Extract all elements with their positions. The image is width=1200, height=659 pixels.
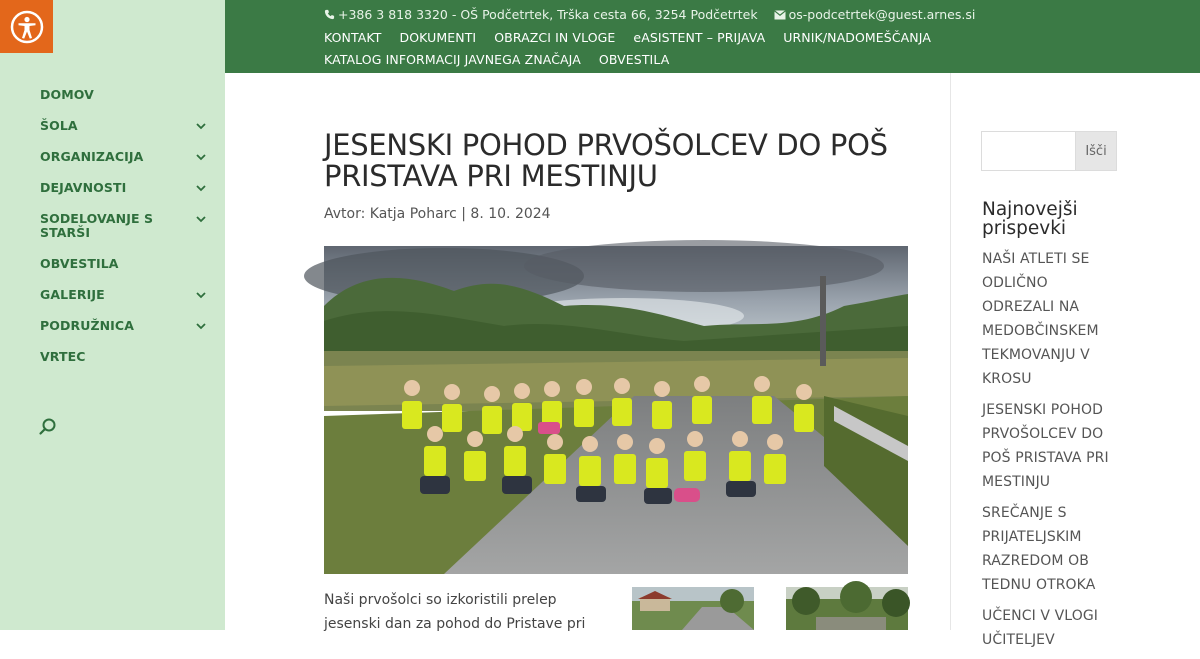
column-divider bbox=[950, 73, 951, 630]
post-meta: Avtor: Katja Poharc | 8. 10. 2024 bbox=[324, 206, 551, 222]
contact-bar bbox=[324, 7, 975, 22]
recent-post-link[interactable]: UČENCI V VLOGI UČITELJEV bbox=[982, 608, 1098, 648]
sidebar-item-label: DEJAVNOSTI bbox=[40, 180, 127, 195]
sidebar-item-dejavnosti[interactable] bbox=[40, 181, 210, 195]
recent-post-link[interactable]: SREČANJE S PRIJATELJSKIM RAZREDOM OB TEDNU OTROKA bbox=[982, 505, 1096, 593]
group-photo-illustration bbox=[324, 246, 908, 574]
sidebar-item-label: GALERIJE bbox=[40, 287, 105, 302]
sidebar-item-label: ORGANIZACIJA bbox=[40, 149, 144, 164]
thumbnail-image-2 bbox=[786, 587, 908, 630]
post-title: JESENSKI POHOD PRVOŠOLCEV DO POŠ PRISTAVA PRI MESTINJU bbox=[324, 128, 888, 193]
gallery-thumbnail[interactable] bbox=[786, 587, 908, 630]
sidebar-item-label: ŠOLA bbox=[40, 118, 78, 133]
chevron-down-icon[interactable] bbox=[195, 289, 207, 301]
sidebar-item-sodelovanje[interactable] bbox=[40, 212, 210, 240]
post-header bbox=[324, 130, 914, 222]
phone-address-text[interactable]: +386 3 818 3320 - OŠ Podčetrtek, Trška cesta 66, 3254 Podčetrtek bbox=[338, 7, 758, 22]
topnav-dokumenti[interactable]: DOKUMENTI bbox=[399, 30, 477, 45]
sidebar-item-galerije[interactable] bbox=[40, 288, 210, 302]
widget-search bbox=[981, 131, 1117, 171]
sidebar-item-label: PODRUŽNICA bbox=[40, 318, 134, 333]
sidebar-item-label: VRTEC bbox=[40, 349, 86, 364]
topnav-easistent[interactable]: eASISTENT – PRIJAVA bbox=[633, 30, 766, 45]
left-sidebar bbox=[0, 0, 225, 630]
sidebar-item-domov[interactable] bbox=[40, 88, 210, 102]
sidebar-item-vrtec[interactable] bbox=[40, 350, 210, 364]
chevron-down-icon[interactable] bbox=[195, 320, 207, 332]
chevron-down-icon[interactable] bbox=[195, 151, 207, 163]
chevron-down-icon[interactable] bbox=[195, 120, 207, 132]
topnav-urnik[interactable]: URNIK/NADOMEŠČANJA bbox=[783, 30, 931, 45]
sidebar-item-organizacija[interactable] bbox=[40, 150, 210, 164]
recent-post-link[interactable]: NAŠI ATLETI SE ODLIČNO ODREZALI NA MEDOBČINSKEM TEKMOVANJU V KROSU bbox=[982, 251, 1099, 387]
email-text: os-podcetrtek@guest.arnes.si bbox=[788, 7, 976, 22]
sidebar-item-label: SODELOVANJE S STARŠI bbox=[40, 211, 154, 240]
envelope-icon bbox=[774, 10, 786, 20]
accessibility-icon bbox=[10, 10, 44, 44]
search-input[interactable] bbox=[981, 131, 1075, 171]
top-header bbox=[225, 0, 1200, 73]
chevron-down-icon[interactable] bbox=[195, 213, 207, 225]
accessibility-button[interactable] bbox=[0, 0, 53, 53]
chevron-down-icon[interactable] bbox=[195, 182, 207, 194]
search-icon[interactable] bbox=[38, 417, 58, 437]
email-link[interactable] bbox=[774, 7, 976, 22]
topnav-obvestila[interactable]: OBVESTILA bbox=[598, 52, 670, 67]
sidebar-item-sola[interactable] bbox=[40, 119, 210, 133]
sidebar-item-label: DOMOV bbox=[40, 87, 94, 102]
sidebar-item-obvestila[interactable] bbox=[40, 257, 210, 271]
sidebar-item-podruznica[interactable] bbox=[40, 319, 210, 333]
main-navigation bbox=[40, 88, 210, 381]
thumbnail-image-1 bbox=[632, 587, 754, 630]
phone-icon bbox=[324, 9, 335, 20]
post-hero-image[interactable] bbox=[324, 246, 908, 574]
topnav-katalog[interactable]: KATALOG INFORMACIJ JAVNEGA ZNAČAJA bbox=[324, 52, 581, 67]
recent-posts-list bbox=[982, 247, 1122, 659]
recent-post-link[interactable]: JESENSKI POHOD PRVOŠOLCEV DO POŠ PRISTAVA PRI MESTINJU bbox=[982, 402, 1109, 490]
top-navigation bbox=[324, 27, 964, 71]
topnav-kontakt[interactable]: KONTAKT bbox=[324, 30, 382, 45]
post-body-text: Naši prvošolci so izkoristili prelep jesenski dan za pohod do Pristave pri bbox=[324, 592, 586, 632]
topnav-obrazci[interactable]: OBRAZCI IN VLOGE bbox=[494, 30, 616, 45]
sidebar-item-label: OBVESTILA bbox=[40, 256, 119, 271]
gallery-thumbnail[interactable] bbox=[632, 587, 754, 630]
search-button[interactable]: Išči bbox=[1075, 131, 1117, 171]
recent-posts-title: Najnovejši prispevki bbox=[982, 199, 1078, 239]
